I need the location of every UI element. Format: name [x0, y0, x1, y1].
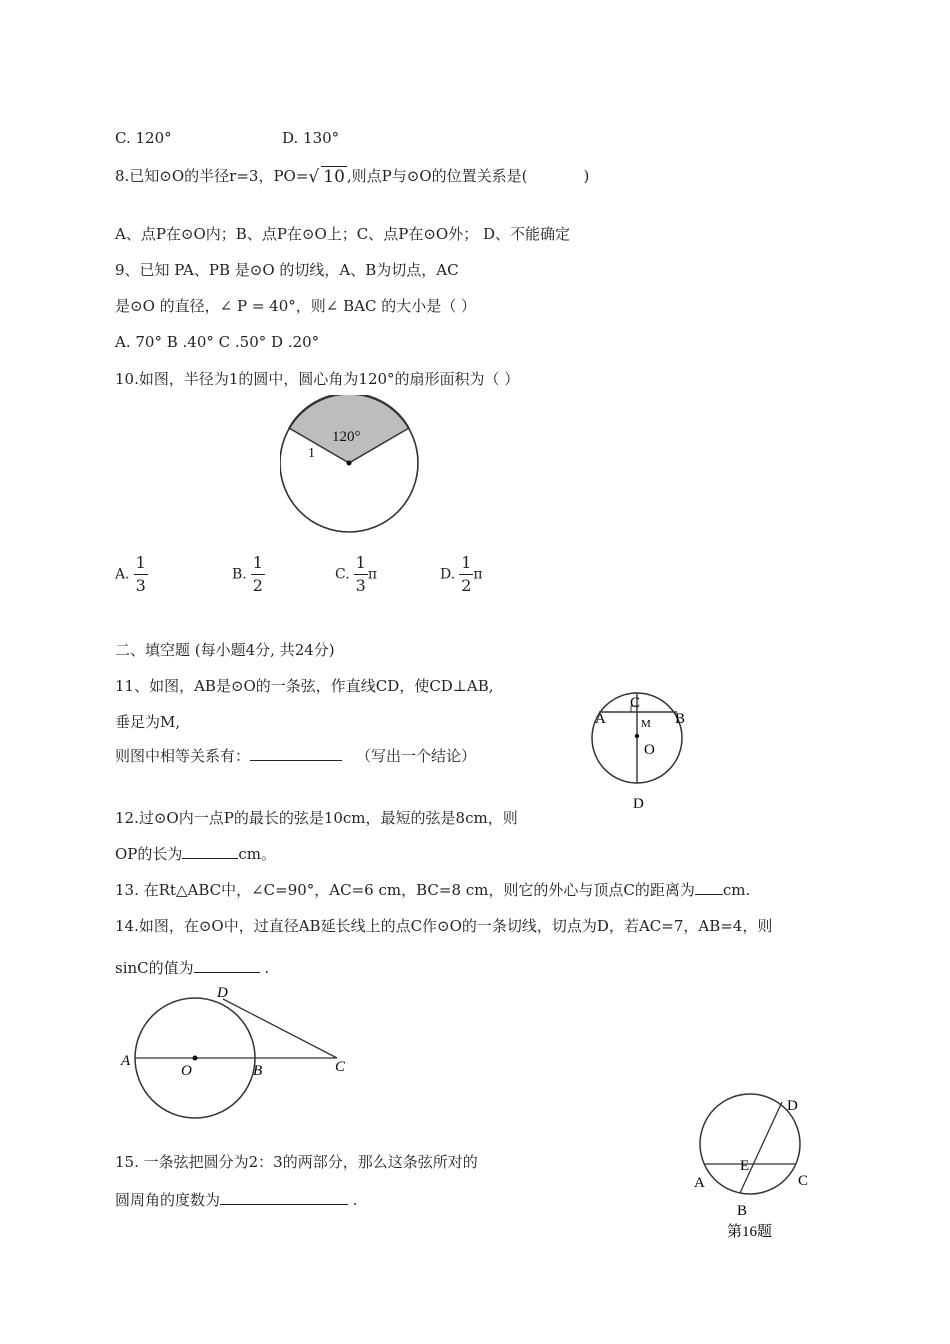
- q12-line-2: [115, 844, 276, 864]
- question-8-stem: [115, 166, 589, 187]
- sqrt-10: [308, 167, 346, 187]
- q15-line-2: [115, 1190, 358, 1210]
- label-d: D: [217, 985, 228, 1001]
- q12-line-1: 12.过⊙O内一点P的最长的弦是10cm，最短的弦是8cm，则: [115, 809, 518, 827]
- q14-line-1: 14.如图，在⊙O中，过直径AB延长线上的点C作⊙O的一条切线，切点为D，若AC=7，AB=4，则: [115, 917, 773, 935]
- label-b: B: [253, 1063, 263, 1079]
- q10-option-c: [335, 552, 377, 597]
- q11-figure: [585, 690, 705, 820]
- fraction-d-num: 1: [459, 552, 473, 575]
- q11-line-3: [115, 746, 476, 766]
- q10-option-b: [232, 552, 265, 597]
- fraction-a-den: 3: [135, 576, 146, 595]
- q10-option-b-label: B.: [232, 566, 247, 583]
- q10-option-c-label: C.: [335, 566, 350, 583]
- label-d: D: [633, 796, 644, 812]
- q11-line-3a: 则图中相等关系有：: [115, 747, 251, 765]
- label-a: A: [694, 1175, 705, 1191]
- chord-bd: [740, 1102, 782, 1193]
- q10-option-a-label: A.: [115, 566, 130, 583]
- q8-stem-a: 8.已知⊙O的半径r=3，PO=: [115, 167, 309, 185]
- fraction-a-num: 1: [134, 552, 148, 575]
- label-a: A: [121, 1053, 131, 1069]
- label-o: O: [644, 742, 655, 758]
- q12-line-2b: cm。: [238, 845, 277, 863]
- q13-stem-b: cm.: [722, 881, 751, 899]
- center-point: [347, 461, 352, 466]
- q9-options: A. 70° B .40° C .50° D .20°: [115, 333, 320, 351]
- q7-option-d: D. 130°: [282, 129, 340, 147]
- label-m: M: [641, 718, 651, 730]
- fraction-b-num: 1: [251, 552, 265, 575]
- angle-label: 120°: [332, 429, 361, 445]
- label-b: B: [675, 711, 686, 727]
- center-point: [635, 734, 639, 738]
- circle-outline: [700, 1094, 800, 1194]
- fraction-c-num: 1: [354, 552, 368, 575]
- answer-blank-11[interactable]: [250, 746, 342, 761]
- pi-symbol: π: [473, 566, 483, 583]
- q11-line-3b: （写出一个结论）: [356, 747, 477, 765]
- q11-line-2: 垂足为M,: [115, 713, 181, 731]
- fraction-c-den: 3: [355, 576, 366, 595]
- section-2-title: 二、填空题 (每小题4分, 共24分): [115, 641, 335, 659]
- q12-line-2a: OP的长为: [115, 845, 183, 863]
- q8-stem-b: ,则点P与⊙O的位置关系是(: [346, 167, 528, 185]
- q10-option-d: [440, 552, 483, 597]
- label-a: A: [595, 711, 606, 727]
- fraction-b: [251, 552, 265, 597]
- radius-label: 1: [308, 446, 315, 461]
- fraction-d-den: 2: [461, 576, 472, 595]
- q8-paren-close: ): [583, 167, 590, 185]
- q14-line-2: [115, 958, 269, 978]
- q10-option-a: [115, 552, 148, 597]
- q14-line-2a: sinC的值为: [115, 959, 194, 977]
- answer-blank-12[interactable]: [182, 844, 238, 859]
- label-o: O: [181, 1063, 192, 1079]
- q10-sector-figure: [280, 395, 420, 535]
- tangent-dc: [223, 999, 337, 1058]
- q13-line: [115, 880, 750, 900]
- sqrt-radicand: 10: [323, 167, 345, 187]
- q10-option-d-label: D.: [440, 566, 456, 583]
- fraction-c: [354, 552, 368, 597]
- q8-options: A、点P在⊙O内；B、点P在⊙O上；C、点P在⊙O外； D、不能确定: [115, 225, 571, 243]
- label-c: C: [630, 695, 641, 711]
- label-d: D: [787, 1098, 798, 1114]
- q9-line-2: 是⊙O 的直径，∠ P = 40°，则∠ BAC 的大小是（ ）: [115, 297, 476, 315]
- answer-blank-13[interactable]: [695, 880, 723, 895]
- q13-stem-a: 13. 在Rt△ABC中，∠C=90°，AC=6 cm，BC=8 cm，则它的外心与顶点C的距离为: [115, 881, 695, 899]
- q10-stem: 10.如图，半径为1的圆中，圆心角为120°的扇形面积为（ ）: [115, 370, 520, 388]
- q15-line-2b: .: [348, 1191, 358, 1209]
- label-b: B: [737, 1203, 748, 1219]
- fraction-a: [134, 552, 148, 597]
- q14-line-2b: .: [259, 959, 270, 977]
- q15-line-1: 15. 一条弦把圆分为2：3的两部分，那么这条弦所对的: [115, 1153, 478, 1171]
- q11-line-1: 11、如图，AB是⊙O的一条弦，作直线CD，使CD⊥AB,: [115, 677, 494, 695]
- q14-figure: [115, 985, 355, 1125]
- figure-caption: 第16题: [727, 1224, 773, 1240]
- q7-option-c: C. 120°: [115, 129, 172, 147]
- label-c: C: [335, 1059, 346, 1075]
- fraction-d: [459, 552, 473, 597]
- q15-line-2a: 圆周角的度数为: [115, 1191, 221, 1209]
- fraction-b-den: 2: [252, 576, 263, 595]
- center-point: [193, 1056, 198, 1061]
- sqrt-sign: √: [308, 167, 320, 187]
- answer-blank-14[interactable]: [194, 958, 260, 973]
- label-c: C: [798, 1173, 809, 1189]
- q16-figure: [690, 1092, 830, 1242]
- pi-symbol: π: [367, 566, 378, 583]
- label-e: E: [740, 1158, 750, 1174]
- q9-line-1: 9、已知 PA、PB 是⊙O 的切线，A、B为切点，AC: [115, 261, 459, 279]
- answer-blank-15[interactable]: [220, 1190, 348, 1205]
